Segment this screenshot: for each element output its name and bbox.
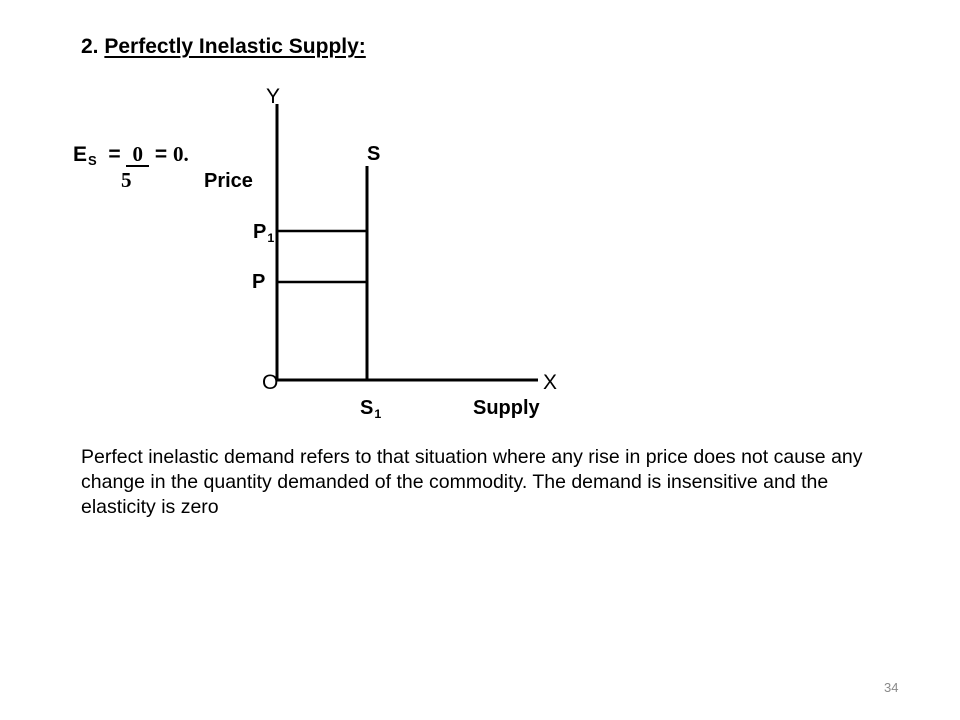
formula-equals-1: = <box>108 143 121 166</box>
y-axis-label: Price <box>204 170 253 192</box>
price-level-1-label <box>253 221 275 245</box>
formula-symbol: E <box>73 143 88 166</box>
description-paragraph: Perfect inelastic demand refers to that situation where any rise in price does not cause any change in the quantity demanded of the commodity. The demand is insensitive and the elasticity is zero <box>81 446 863 518</box>
x-axis-label: Supply <box>473 397 540 419</box>
quantity-label-main: S <box>360 397 374 419</box>
page-number: 34 <box>884 680 899 695</box>
supply-curve-label: S <box>367 143 381 165</box>
formula-equals-2: = <box>154 143 168 166</box>
formula-symbol-subscript: S <box>88 153 97 169</box>
title-number: 2. <box>81 35 99 58</box>
x-axis-letter: X <box>543 371 558 394</box>
quantity-label-sub: 1 <box>374 406 382 421</box>
title-text: Perfectly Inelastic Supply: <box>104 35 366 58</box>
price-level-0-label: P <box>252 271 266 293</box>
formula-numerator: 0 <box>126 143 149 167</box>
origin-label: O <box>262 371 279 394</box>
price-level-1-main: P <box>253 221 267 243</box>
quantity-label <box>360 397 382 421</box>
price-level-1-sub: 1 <box>267 230 275 245</box>
formula-denominator: 5 <box>121 168 132 192</box>
formula-result: 0. <box>172 142 189 166</box>
y-axis-letter: Y <box>266 85 281 108</box>
